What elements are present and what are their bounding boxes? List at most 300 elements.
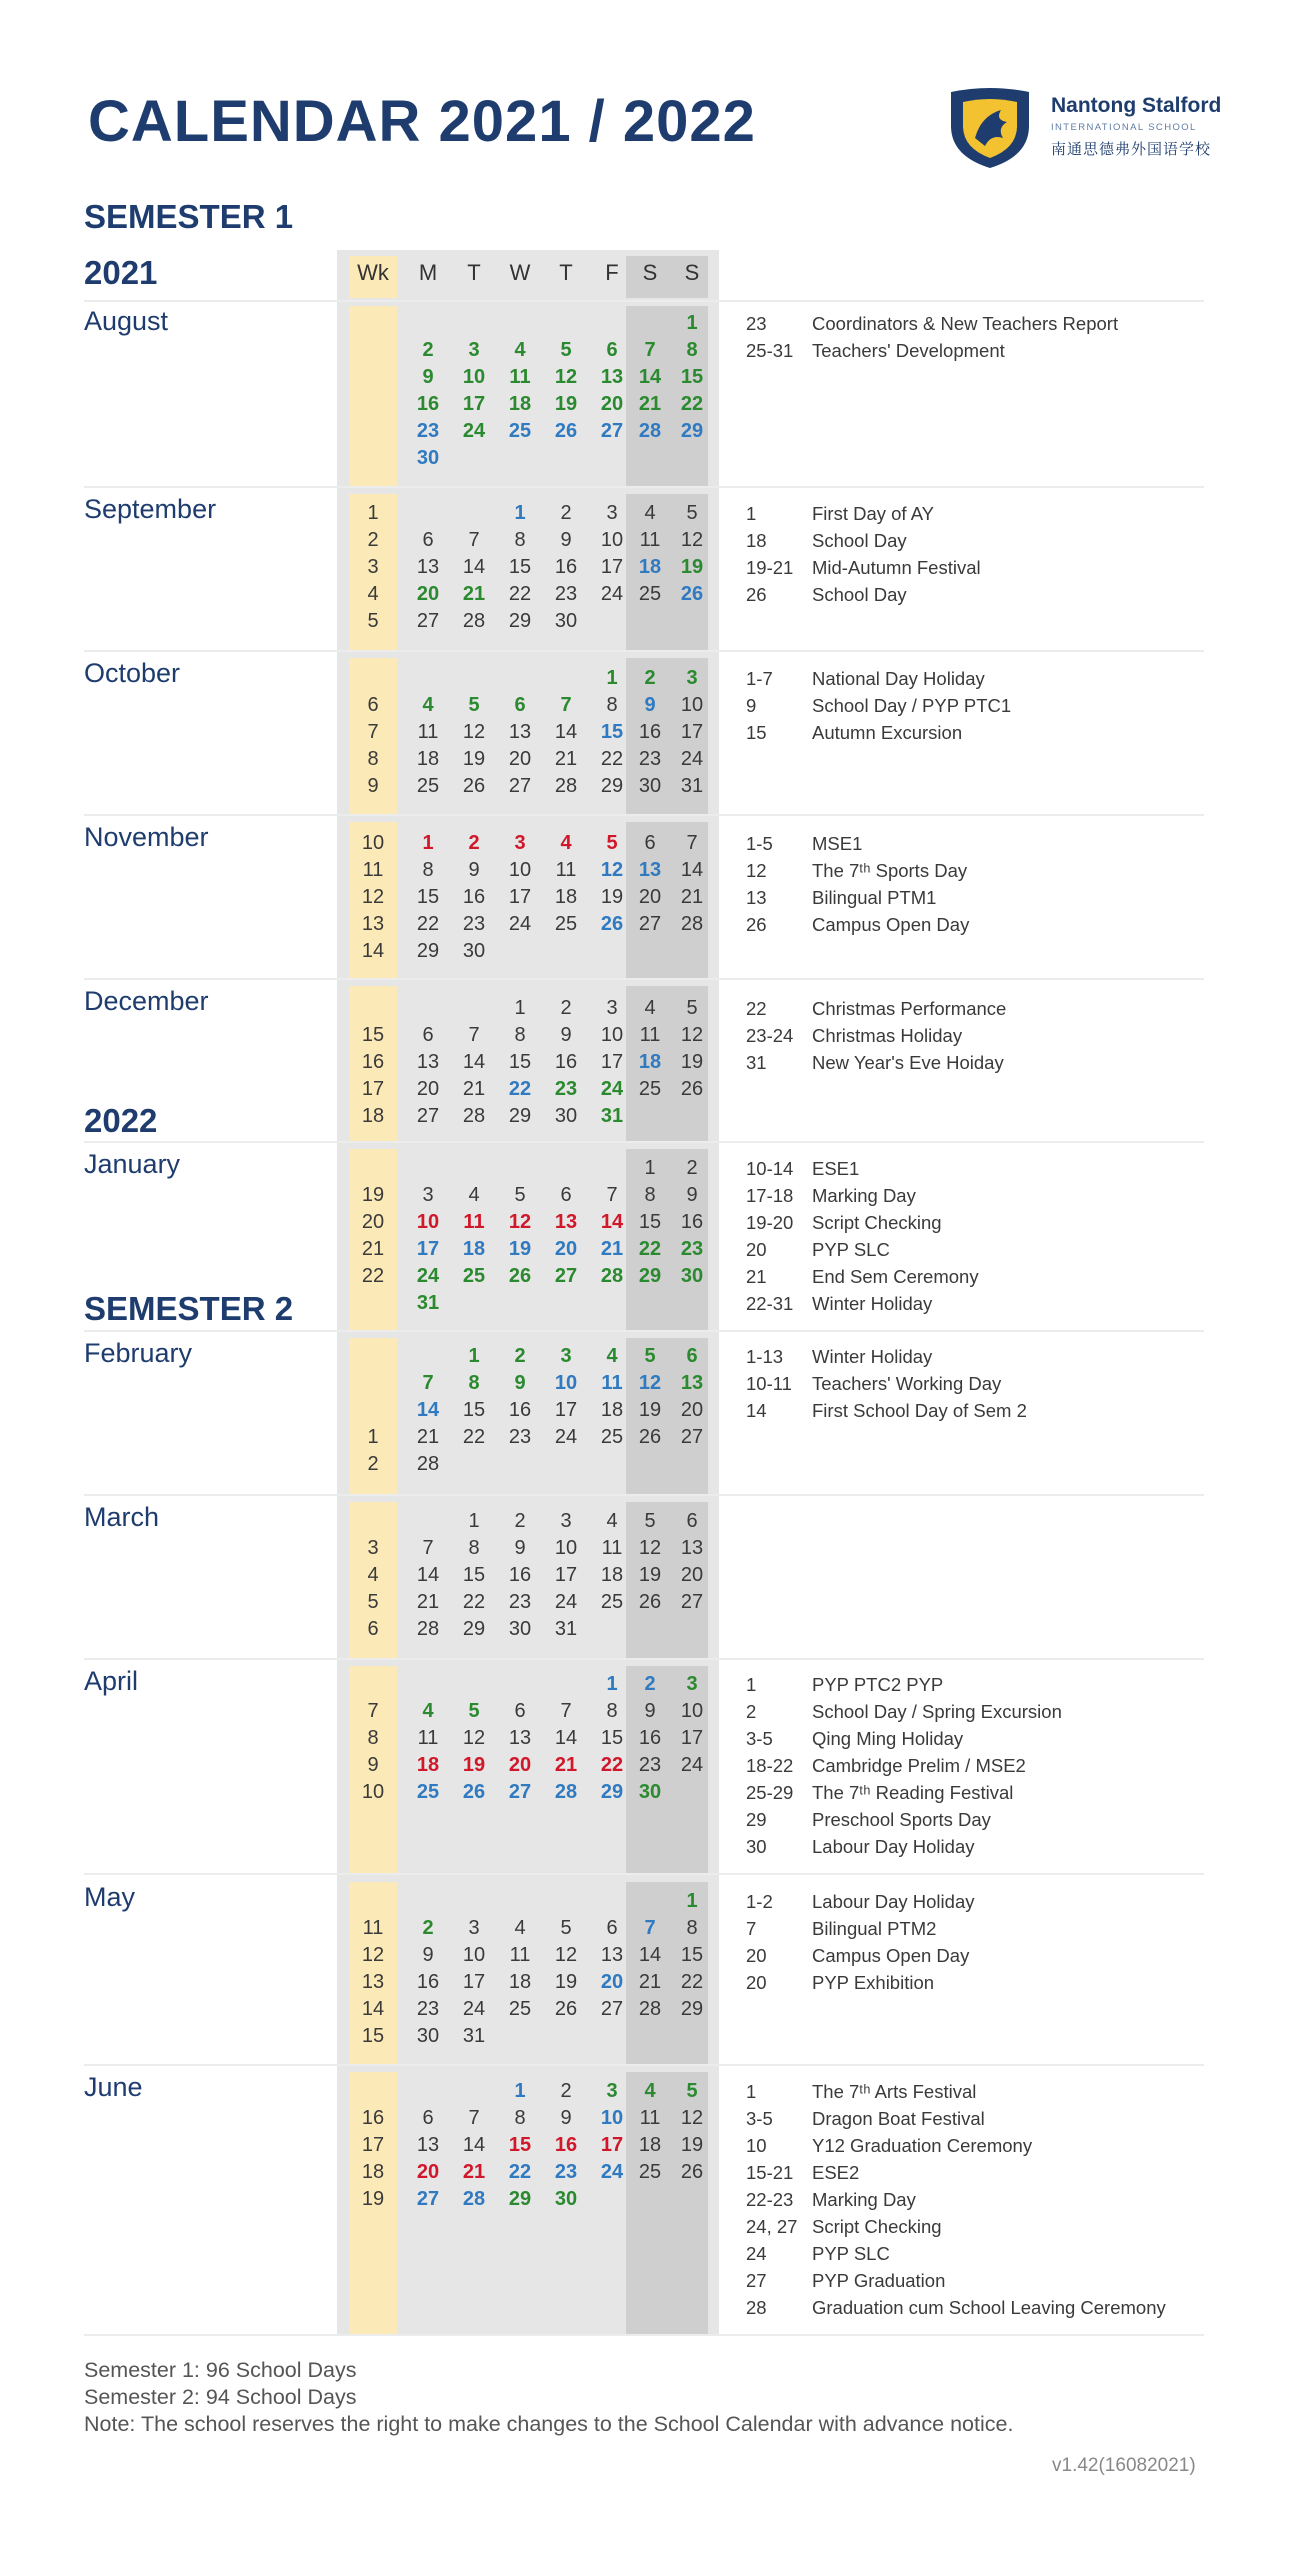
day-cell: 14 (462, 556, 486, 578)
day-cell: 26 (600, 913, 624, 935)
day-cell: 7 (422, 1372, 434, 1394)
separator (84, 978, 1204, 980)
week-number: 3 (367, 1537, 379, 1559)
day-cell: 16 (416, 1971, 440, 1993)
day-cell: 19 (638, 1564, 662, 1586)
week-number: 6 (367, 1618, 379, 1640)
day-cell: 10 (554, 1372, 578, 1394)
day-cell: 22 (508, 583, 532, 605)
day-cell: 6 (514, 694, 526, 716)
week-number: 14 (361, 1998, 385, 2020)
day-cell: 29 (600, 775, 624, 797)
day-cell: 4 (606, 1510, 618, 1532)
day-cell: 3 (560, 1510, 572, 1532)
day-cell: 9 (644, 694, 656, 716)
day-cell: 25 (638, 1078, 662, 1100)
day-cell: 12 (462, 721, 486, 743)
day-cell: 13 (680, 1372, 704, 1394)
day-cell: 27 (416, 2188, 440, 2210)
day-cell: 20 (508, 1754, 532, 1776)
day-cell: 8 (514, 1024, 526, 1046)
day-cell: 31 (462, 2025, 486, 2047)
day-cell: 12 (508, 1211, 532, 1233)
day-cell: 24 (462, 420, 486, 442)
day-cell: 2 (514, 1510, 526, 1532)
day-cell: 28 (462, 610, 486, 632)
day-cell: 4 (422, 694, 434, 716)
day-cell: 11 (601, 1537, 623, 1559)
event-title: PYP SLC (812, 1239, 890, 1260)
day-cell: 25 (508, 420, 532, 442)
day-cell: 17 (680, 721, 704, 743)
event-title: Dragon Boat Festival (812, 2108, 985, 2129)
day-cell: 22 (462, 1591, 486, 1613)
event-date: 1-2 (746, 1891, 773, 1912)
event-title: Marking Day (812, 1185, 916, 1206)
day-cell: 3 (422, 1184, 434, 1206)
logo-subtitle: INTERNATIONAL SCHOOL (1051, 122, 1197, 133)
day-cell: 26 (680, 2161, 704, 2183)
event-title: Campus Open Day (812, 1945, 970, 1966)
event-date: 20 (746, 1945, 767, 1966)
day-cell: 24 (680, 1754, 704, 1776)
day-cell: 26 (508, 1265, 532, 1287)
week-number: 7 (367, 1700, 379, 1722)
week-number: 4 (367, 583, 379, 605)
day-cell: 16 (508, 1399, 532, 1421)
event-title: Marking Day (812, 2189, 916, 2210)
day-cell: 16 (680, 1211, 704, 1233)
event-date: 29 (746, 1809, 767, 1830)
event-title: Preschool Sports Day (812, 1809, 991, 1830)
day-cell: 19 (554, 393, 578, 415)
day-cell: 20 (416, 583, 440, 605)
day-cell: 10 (462, 1944, 486, 1966)
week-number-band (349, 306, 397, 488)
day-cell: 12 (638, 1537, 662, 1559)
month-name: December (84, 986, 209, 1016)
header-mon: M (418, 260, 438, 285)
day-cell: 30 (554, 610, 578, 632)
day-cell: 23 (554, 1078, 578, 1100)
event-date: 1 (746, 1674, 757, 1695)
day-cell: 8 (686, 339, 698, 361)
separator (84, 1141, 1204, 1143)
event-title: Bilingual PTM2 (812, 1918, 937, 1939)
day-cell: 23 (638, 748, 662, 770)
week-number: 18 (361, 1105, 385, 1127)
day-cell: 21 (680, 886, 704, 908)
day-cell: 29 (416, 940, 440, 962)
week-number: 10 (361, 1781, 385, 1803)
day-cell: 15 (462, 1564, 486, 1586)
day-cell: 17 (680, 1727, 704, 1749)
day-cell: 22 (680, 1971, 704, 1993)
event-title: The 7ᵗʰ Sports Day (812, 860, 968, 881)
day-cell: 24 (600, 583, 624, 605)
day-cell: 11 (463, 1211, 485, 1233)
week-number: 13 (361, 913, 385, 935)
event-date: 25-31 (746, 340, 794, 361)
week-number: 15 (361, 2025, 385, 2047)
day-cell: 30 (638, 1781, 662, 1803)
day-cell: 16 (462, 886, 486, 908)
day-cell: 1 (422, 832, 434, 854)
day-cell: 11 (417, 1727, 439, 1749)
day-cell: 13 (508, 1727, 532, 1749)
day-cell: 18 (638, 2134, 662, 2156)
day-cell: 9 (686, 1184, 698, 1206)
day-cell: 30 (416, 2025, 440, 2047)
week-number: 12 (361, 886, 385, 908)
day-cell: 7 (422, 1537, 434, 1559)
month-name: April (84, 1666, 139, 1696)
event-title: PYP Exhibition (812, 1972, 935, 1993)
event-title: Winter Holiday (812, 1293, 933, 1314)
week-number: 16 (361, 2107, 385, 2129)
day-cell: 17 (600, 556, 624, 578)
day-cell: 4 (514, 1917, 526, 1939)
day-cell: 20 (600, 393, 624, 415)
event-title: National Day Holiday (812, 668, 985, 689)
event-title: Bilingual PTM1 (812, 887, 937, 908)
day-cell: 18 (600, 1564, 624, 1586)
day-cell: 12 (680, 529, 704, 551)
day-cell: 15 (508, 1051, 532, 1073)
event-title: School Day / Spring Excursion (812, 1701, 1062, 1722)
day-cell: 18 (600, 1399, 624, 1421)
day-cell: 16 (508, 1564, 532, 1586)
day-cell: 24 (680, 748, 704, 770)
day-cell: 3 (606, 2080, 618, 2102)
event-title: The 7ᵗʰ Reading Festival (812, 1782, 1014, 1803)
header-fri: F (605, 260, 619, 285)
day-cell: 3 (606, 502, 618, 524)
header-tue: T (467, 260, 481, 285)
day-cell: 3 (686, 667, 698, 689)
day-cell: 9 (422, 366, 434, 388)
event-date: 1-5 (746, 833, 773, 854)
day-cell: 5 (644, 1345, 656, 1367)
day-cell: 4 (644, 2080, 656, 2102)
day-cell: 11 (509, 1944, 531, 1966)
event-title: Y12 Graduation Ceremony (812, 2135, 1033, 2156)
day-cell: 18 (416, 1754, 440, 1776)
day-cell: 3 (468, 1917, 480, 1939)
day-cell: 11 (639, 529, 661, 551)
event-title: Graduation cum School Leaving Ceremony (812, 2297, 1166, 2318)
month-name: October (84, 658, 181, 688)
day-cell: 28 (554, 1781, 578, 1803)
week-number: 12 (361, 1944, 385, 1966)
day-cell: 10 (600, 1024, 624, 1046)
event-date: 15 (746, 722, 767, 743)
day-cell: 11 (417, 721, 439, 743)
day-cell: 1 (606, 667, 618, 689)
day-cell: 10 (680, 1700, 704, 1722)
day-cell: 6 (686, 1510, 698, 1532)
day-cell: 13 (554, 1211, 578, 1233)
day-cell: 21 (600, 1238, 624, 1260)
day-cell: 3 (686, 1673, 698, 1695)
day-cell: 27 (416, 610, 440, 632)
day-cell: 19 (638, 1399, 662, 1421)
header-sun: S (684, 260, 700, 285)
day-cell: 19 (554, 1971, 578, 1993)
day-cell: 4 (468, 1184, 480, 1206)
day-cell: 9 (468, 859, 480, 881)
semester1-heading: SEMESTER 1 (84, 198, 294, 235)
event-title: PYP SLC (812, 2243, 890, 2264)
day-cell: 29 (680, 1998, 704, 2020)
day-cell: 25 (416, 775, 440, 797)
day-cell: 31 (600, 1105, 624, 1127)
day-cell: 13 (416, 556, 440, 578)
day-cell: 2 (644, 667, 656, 689)
event-title: Christmas Holiday (812, 1025, 963, 1046)
event-date: 21 (746, 1266, 767, 1287)
day-cell: 6 (514, 1700, 526, 1722)
week-number: 3 (367, 556, 379, 578)
day-cell: 15 (600, 721, 624, 743)
day-cell: 28 (462, 1105, 486, 1127)
event-date: 24 (746, 2243, 767, 2264)
day-cell: 25 (416, 1781, 440, 1803)
day-cell: 1 (514, 997, 526, 1019)
event-title: Christmas Performance (812, 998, 1007, 1019)
day-cell: 16 (554, 556, 578, 578)
month-name: August (84, 306, 169, 336)
day-cell: 12 (680, 1024, 704, 1046)
day-cell: 7 (686, 832, 698, 854)
event-date: 13 (746, 887, 767, 908)
event-title: PYP PTC2 PYP (812, 1674, 944, 1695)
day-cell: 22 (600, 1754, 624, 1776)
month-name: January (84, 1149, 181, 1179)
day-cell: 14 (680, 859, 704, 881)
event-title: Labour Day Holiday (812, 1836, 975, 1857)
day-cell: 21 (638, 393, 662, 415)
day-cell: 18 (416, 748, 440, 770)
day-cell: 12 (638, 1372, 662, 1394)
day-cell: 9 (422, 1944, 434, 1966)
event-title: School Day (812, 584, 907, 605)
day-cell: 26 (638, 1426, 662, 1448)
week-number: 17 (361, 2134, 385, 2156)
separator (84, 300, 1204, 302)
day-cell: 20 (416, 2161, 440, 2183)
day-cell: 4 (644, 997, 656, 1019)
event-date: 10-11 (746, 1373, 792, 1394)
day-cell: 18 (638, 1051, 662, 1073)
event-title: Script Checking (812, 2216, 942, 2237)
event-title: Teachers' Working Day (812, 1373, 1002, 1394)
day-cell: 23 (416, 420, 440, 442)
day-cell: 14 (638, 1944, 662, 1966)
day-cell: 6 (422, 1024, 434, 1046)
day-cell: 8 (422, 859, 434, 881)
day-cell: 12 (680, 2107, 704, 2129)
day-cell: 5 (686, 997, 698, 1019)
day-cell: 4 (422, 1700, 434, 1722)
day-cell: 4 (644, 502, 656, 524)
day-cell: 23 (508, 1426, 532, 1448)
day-cell: 28 (554, 775, 578, 797)
event-date: 3-5 (746, 2108, 773, 2129)
day-cell: 19 (600, 886, 624, 908)
separator (84, 486, 1204, 488)
separator (84, 1873, 1204, 1875)
week-number: 1 (367, 1426, 379, 1448)
day-cell: 24 (508, 913, 532, 935)
day-cell: 20 (680, 1564, 704, 1586)
day-cell: 10 (554, 1537, 578, 1559)
day-cell: 5 (468, 1700, 480, 1722)
day-cell: 7 (560, 1700, 572, 1722)
day-cell: 28 (638, 420, 662, 442)
day-cell: 23 (554, 583, 578, 605)
day-cell: 11 (555, 859, 577, 881)
header-wed: W (509, 260, 531, 285)
month-name: June (84, 2072, 143, 2102)
day-cell: 6 (560, 1184, 572, 1206)
week-number: 17 (361, 1078, 385, 1100)
day-cell: 10 (416, 1211, 440, 1233)
week-number: 2 (367, 1453, 379, 1475)
day-cell: 2 (468, 832, 480, 854)
event-title: MSE1 (812, 833, 863, 854)
day-cell: 21 (462, 1078, 486, 1100)
event-date: 3-5 (746, 1728, 773, 1749)
day-cell: 9 (560, 1024, 572, 1046)
footer-note: Note: The school reserves the right to make changes to the School Calendar with advance notice. (84, 2412, 1014, 2436)
day-cell: 24 (416, 1265, 440, 1287)
day-cell: 13 (600, 366, 624, 388)
day-cell: 13 (600, 1944, 624, 1966)
day-cell: 1 (644, 1157, 656, 1179)
event-title: School Day / PYP PTC1 (812, 695, 1012, 716)
week-number: 4 (367, 1564, 379, 1586)
day-cell: 3 (560, 1345, 572, 1367)
day-cell: 6 (422, 529, 434, 551)
day-cell: 8 (606, 694, 618, 716)
day-cell: 2 (686, 1157, 698, 1179)
day-cell: 27 (416, 1105, 440, 1127)
day-cell: 27 (600, 1998, 624, 2020)
event-date: 1 (746, 503, 757, 524)
event-date: 25-29 (746, 1782, 794, 1803)
event-title: School Day (812, 530, 907, 551)
day-cell: 15 (680, 366, 704, 388)
event-title: End Sem Ceremony (812, 1266, 979, 1287)
separator (84, 1330, 1204, 1332)
day-cell: 2 (560, 2080, 572, 2102)
day-cell: 24 (600, 1078, 624, 1100)
day-cell: 5 (560, 1917, 572, 1939)
day-cell: 27 (508, 775, 532, 797)
day-cell: 25 (554, 913, 578, 935)
day-cell: 19 (462, 748, 486, 770)
day-cell: 5 (468, 694, 480, 716)
week-number: 19 (361, 1184, 385, 1206)
day-cell: 20 (554, 1238, 578, 1260)
day-cell: 30 (416, 447, 440, 469)
day-cell: 1 (606, 1673, 618, 1695)
event-date: 30 (746, 1836, 767, 1857)
event-title: Labour Day Holiday (812, 1891, 975, 1912)
day-cell: 20 (508, 748, 532, 770)
week-number: 9 (367, 1754, 379, 1776)
day-cell: 27 (508, 1781, 532, 1803)
day-cell: 14 (416, 1399, 440, 1421)
day-cell: 29 (600, 1781, 624, 1803)
footer-semester1: Semester 1: 96 School Days (84, 2358, 357, 2382)
event-date: 7 (746, 1918, 757, 1939)
day-cell: 2 (422, 1917, 434, 1939)
day-cell: 21 (416, 1591, 440, 1613)
event-date: 10-14 (746, 1158, 794, 1179)
event-date: 28 (746, 2297, 767, 2318)
day-cell: 14 (462, 2134, 486, 2156)
event-title: First Day of AY (812, 503, 934, 524)
day-cell: 22 (416, 913, 440, 935)
day-cell: 9 (560, 529, 572, 551)
day-cell: 27 (638, 913, 662, 935)
event-date: 19-20 (746, 1212, 794, 1233)
event-date: 27 (746, 2270, 767, 2291)
day-cell: 29 (638, 1265, 662, 1287)
week-number: 5 (367, 1591, 379, 1613)
event-date: 18-22 (746, 1755, 794, 1776)
day-cell: 27 (600, 420, 624, 442)
day-cell: 31 (554, 1618, 578, 1640)
day-cell: 15 (600, 1727, 624, 1749)
event-date: 14 (746, 1400, 767, 1421)
week-number: 16 (361, 1051, 385, 1073)
day-cell: 1 (468, 1345, 480, 1367)
day-cell: 2 (560, 997, 572, 1019)
event-title: ESE1 (812, 1158, 860, 1179)
day-cell: 7 (644, 339, 656, 361)
day-cell: 22 (508, 2161, 532, 2183)
day-cell: 19 (680, 1051, 704, 1073)
day-cell: 7 (644, 1917, 656, 1939)
day-cell: 11 (509, 366, 531, 388)
day-cell: 31 (416, 1292, 440, 1314)
week-number: 18 (361, 2161, 385, 2183)
week-number: 14 (361, 940, 385, 962)
day-cell: 1 (468, 1510, 480, 1532)
day-cell: 17 (554, 1399, 578, 1421)
event-title: PYP Graduation (812, 2270, 946, 2291)
day-cell: 21 (554, 1754, 578, 1776)
week-number: 8 (367, 1727, 379, 1749)
week-number: 13 (361, 1971, 385, 1993)
week-number: 2 (367, 529, 379, 551)
day-cell: 6 (644, 832, 656, 854)
event-date: 20 (746, 1972, 767, 1993)
day-cell: 13 (508, 721, 532, 743)
event-date: 22-23 (746, 2189, 794, 2210)
day-cell: 20 (638, 886, 662, 908)
event-date: 12 (746, 860, 767, 881)
day-cell: 31 (680, 775, 704, 797)
week-number: 7 (367, 721, 379, 743)
event-date: 19-21 (746, 557, 794, 578)
event-title: Autumn Excursion (812, 722, 963, 743)
month-name: September (84, 494, 217, 524)
event-date: 18 (746, 530, 767, 551)
